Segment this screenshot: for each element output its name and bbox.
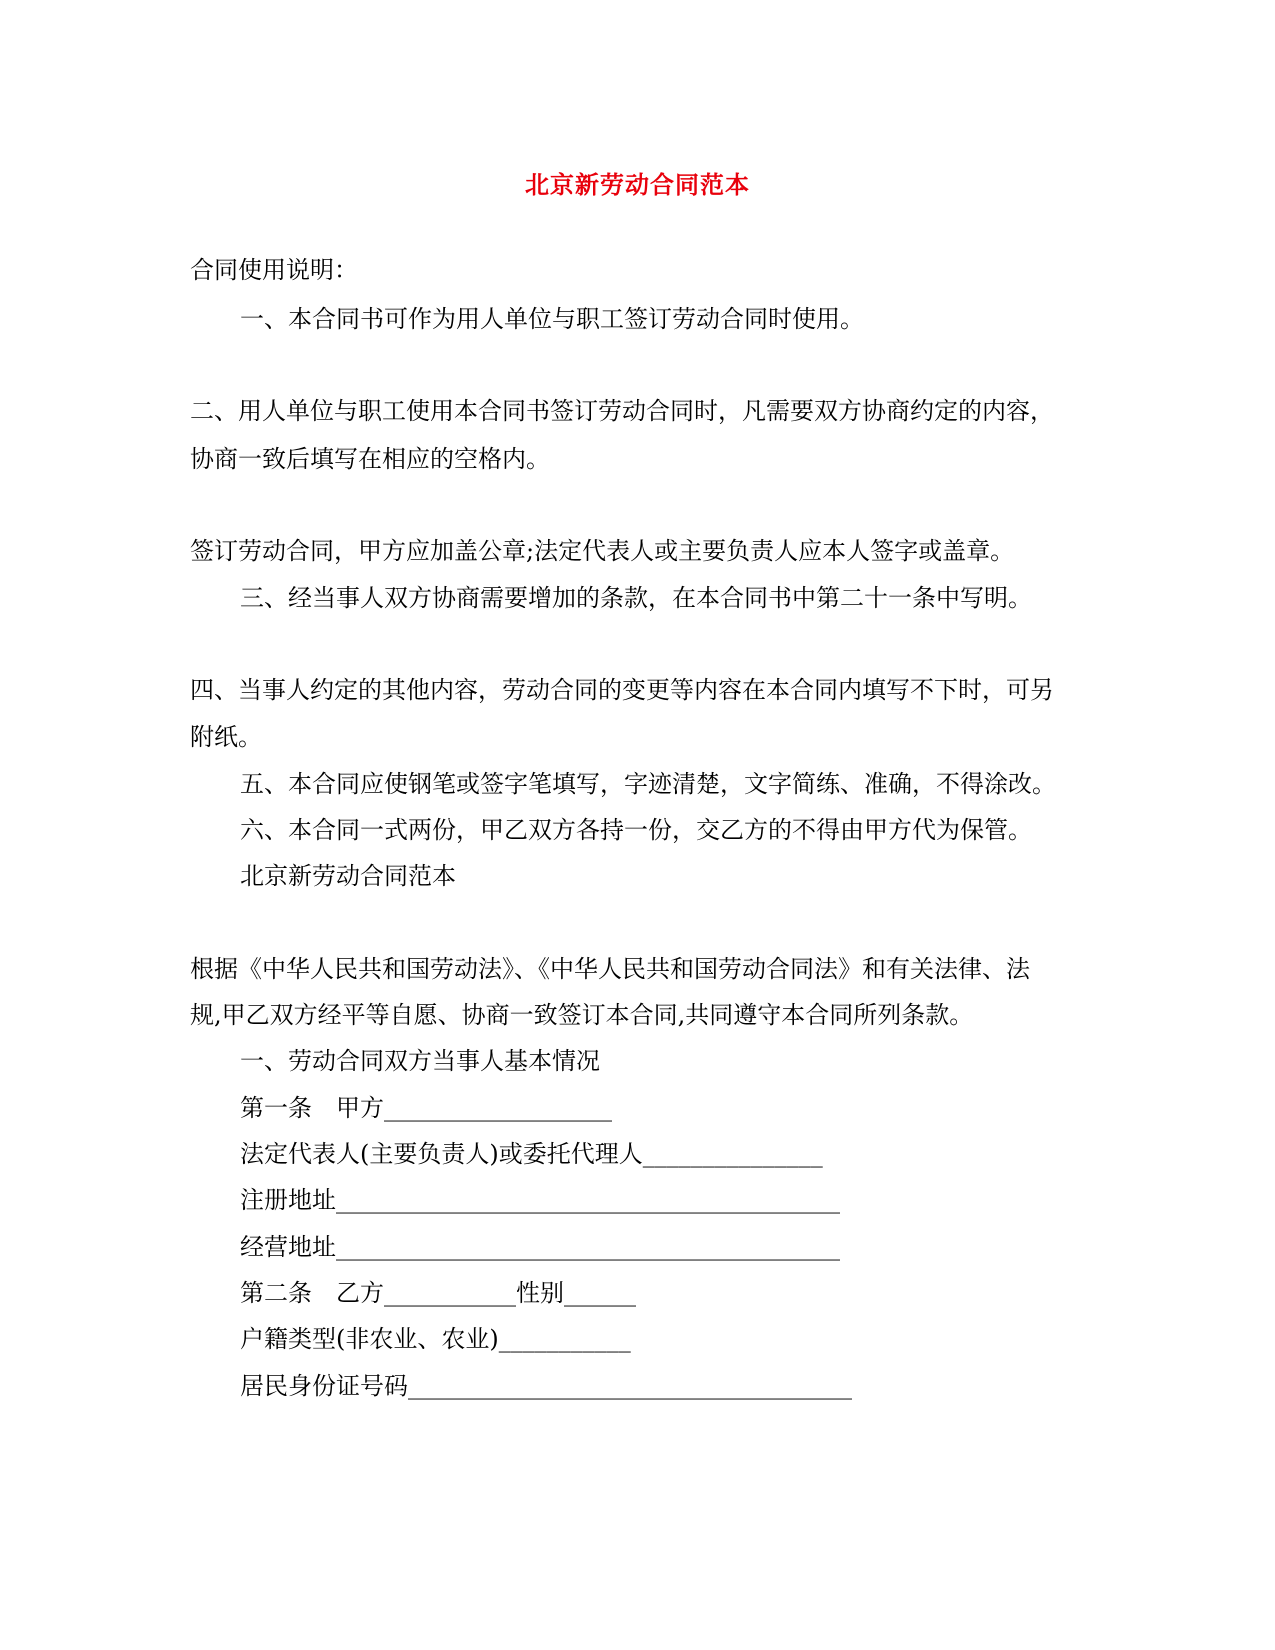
contract-subtitle: 北京新劳动合同范本 <box>240 862 456 890</box>
business-address-field: 经营地址__________________________________________ <box>240 1233 840 1261</box>
preamble-line-1: 根据《中华人民共和国劳动法》、《中华人民共和国劳动合同法》和有关法律、法 <box>190 955 1030 983</box>
article-2-party-b-field: 第二条 乙方___________性别______ <box>240 1279 636 1307</box>
preamble-line-2: 规,甲乙双方经平等自愿、协商一致签订本合同,共同遵守本合同所列条款。 <box>190 1001 974 1029</box>
instruction-item-1: 一、本合同书可作为用人单位与职工签订劳动合同时使用。 <box>240 305 864 333</box>
legal-representative-field: 法定代表人(主要负责人)或委托代理人_______________ <box>240 1140 823 1168</box>
household-type-field: 户籍类型(非农业、农业)___________ <box>240 1325 631 1353</box>
instruction-item-5: 五、本合同应使钢笔或签字笔填写，字迹清楚，文字简练、准确，不得涂改。 <box>240 770 1056 798</box>
instruction-item-3: 三、经当事人双方协商需要增加的条款，在本合同书中第二十一条中写明。 <box>240 584 1032 612</box>
instruction-item-6: 六、本合同一式两份，甲乙双方各持一份，交乙方的不得由甲方代为保管。 <box>240 816 1032 844</box>
usage-instructions-heading: 合同使用说明： <box>190 256 358 284</box>
instruction-item-4-cont: 附纸。 <box>190 723 262 751</box>
instruction-item-4: 四、当事人约定的其他内容，劳动合同的变更等内容在本合同内填写不下时，可另 <box>190 676 1054 704</box>
section-1-heading: 一、劳动合同双方当事人基本情况 <box>240 1047 600 1075</box>
instruction-item-2-cont: 协商一致后填写在相应的空格内。 <box>190 445 550 473</box>
instruction-seal-note: 签订劳动合同，甲方应加盖公章;法定代表人或主要负责人应本人签字或盖章。 <box>190 537 1015 565</box>
instruction-item-2: 二、用人单位与职工使用本合同书签订劳动合同时，凡需要双方协商约定的内容， <box>190 397 1054 425</box>
id-number-field: 居民身份证号码_____________________________________ <box>240 1372 852 1400</box>
article-1-party-a-field: 第一条 甲方___________________ <box>240 1094 612 1122</box>
registered-address-field: 注册地址__________________________________________ <box>240 1186 840 1214</box>
document-title: 北京新劳动合同范本 <box>525 170 750 199</box>
